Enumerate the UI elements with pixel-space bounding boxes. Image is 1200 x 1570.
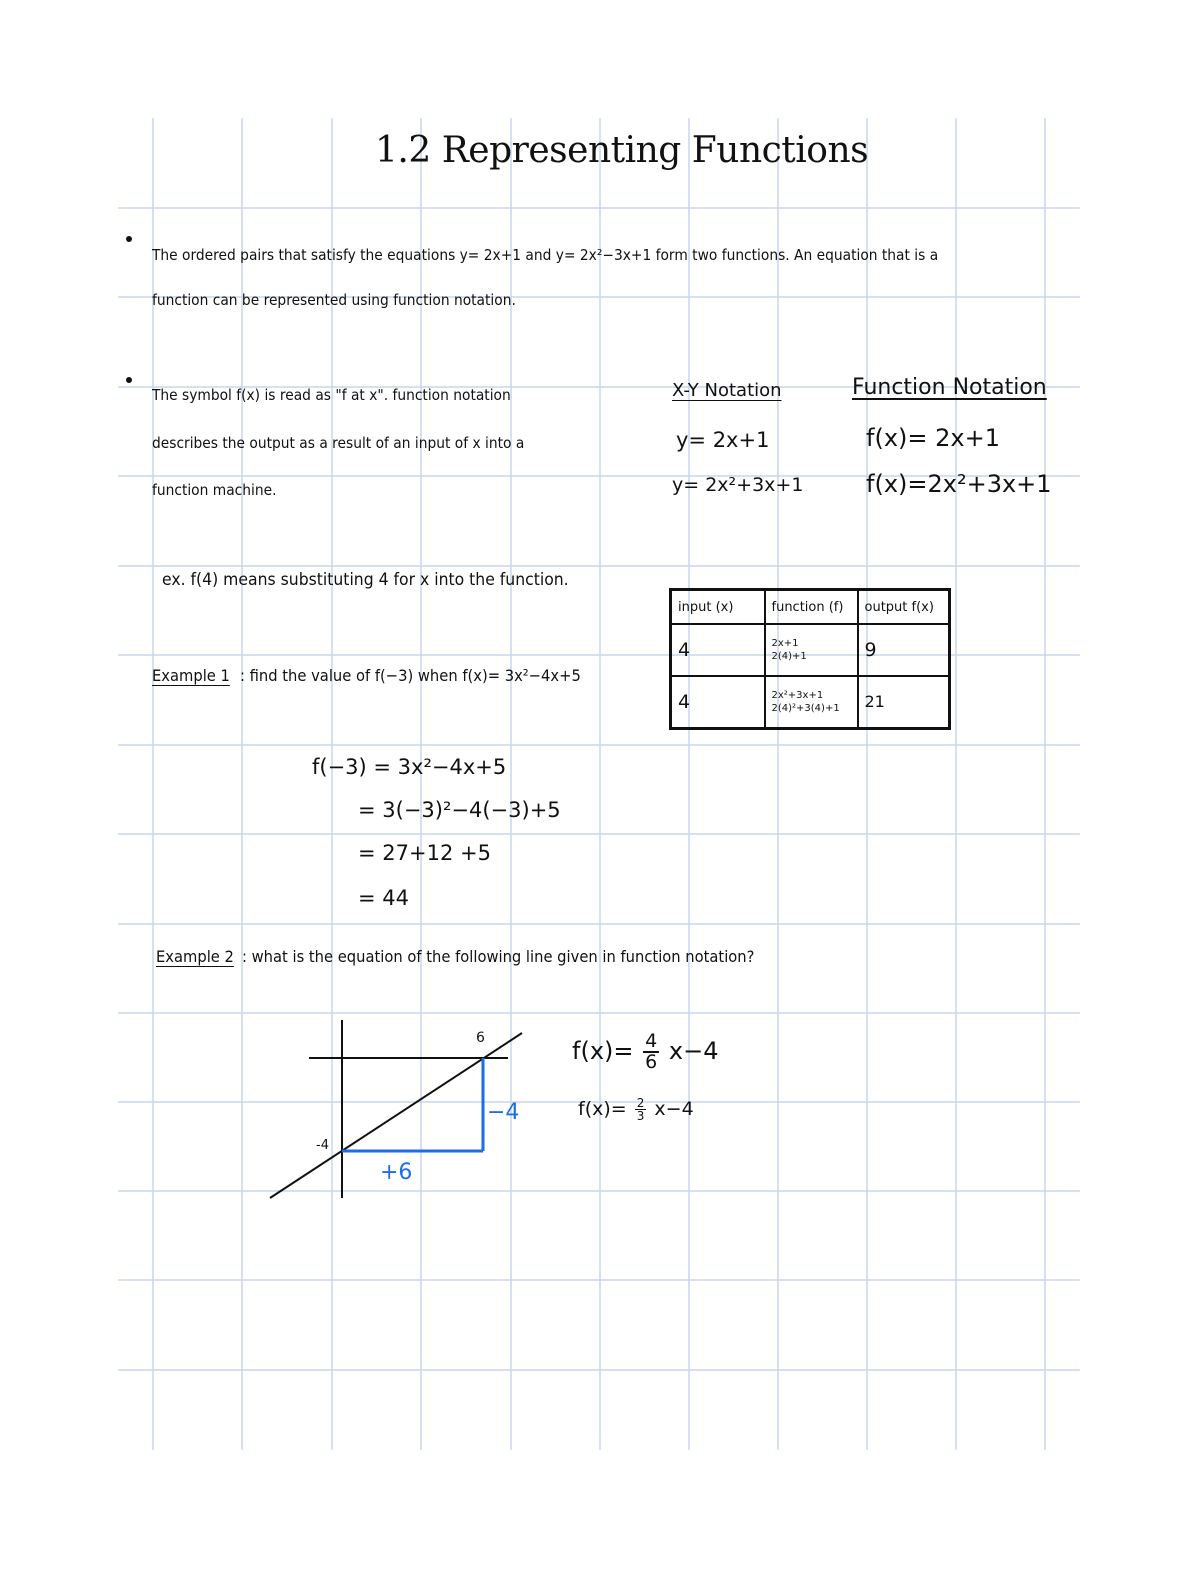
example2-label: Example 2 [156, 947, 234, 966]
example1-step: = 3(−3)²−4(−3)+5 [358, 798, 561, 822]
y-intercept-label: -4 [316, 1138, 329, 1153]
example1-step: = 27+12 +5 [358, 841, 491, 865]
fn-expression: 2x²+3x+1 [771, 689, 824, 701]
example1-prompt: : find the value of f(−3) when f(x)= 3x²−4x+5 [240, 666, 581, 685]
fn-row-1: f(x)= 2x+1 [866, 424, 1000, 452]
xy-notation-header: X-Y Notation [672, 380, 782, 401]
fn-expression: 2x+1 [771, 638, 799, 650]
xy-row-2: y= 2x²+3x+1 [672, 474, 804, 496]
page-title: 1.2 Representing Functions [375, 130, 869, 171]
example-note: ex. f(4) means substituting 4 for x into the function. [162, 570, 569, 590]
bullet2-line1: The symbol f(x) is read as "f at x". function notation [152, 386, 511, 404]
example1-label: Example 1 [152, 666, 230, 685]
top-point-label: 6 [476, 1030, 485, 1046]
bullet1-line1: The ordered pairs that satisfy the equations y= 2x+1 and y= 2x²−3x+1 form two functions. An equation that is a [152, 246, 939, 264]
answer2-denominator: 3 [636, 1109, 645, 1123]
answer1-suffix: x−4 [668, 1037, 719, 1065]
answer1-fraction [643, 1032, 659, 1072]
table-header: function (f) [765, 590, 858, 625]
table-header: output f(x) [858, 590, 950, 625]
example1-step: f(−3) = 3x²−4x+5 [312, 755, 507, 779]
answer1-denominator: 6 [645, 1051, 658, 1073]
answer2-numerator: 2 [636, 1096, 645, 1110]
answer2-fraction [635, 1097, 647, 1122]
table-cell-input: 4 [671, 624, 765, 676]
fn-substitution: 2(4)²+3(4)+1 [771, 702, 840, 714]
answer1-prefix: f(x)= [572, 1037, 634, 1065]
bullet1-line2: function can be represented using function notation. [152, 291, 516, 309]
bullet2-line2: describes the output as a result of an input of x into a [152, 434, 525, 452]
answer-1 [572, 1032, 718, 1072]
function-notation-header: Function Notation [852, 375, 1047, 400]
table-cell-output: 9 [858, 624, 950, 676]
bullet2-line3: function machine. [152, 481, 277, 499]
rise-label: −4 [487, 1100, 520, 1125]
answer-2 [578, 1097, 694, 1122]
xy-row-1: y= 2x+1 [676, 428, 770, 452]
answer1-numerator: 4 [645, 1030, 658, 1052]
table-cell-input: 4 [671, 676, 765, 729]
table-cell-output: 21 [858, 676, 950, 729]
table-header: input (x) [671, 590, 765, 625]
fn-row-2: f(x)=2x²+3x+1 [866, 470, 1052, 498]
answer2-suffix: x−4 [654, 1098, 694, 1120]
answer2-prefix: f(x)= [578, 1098, 627, 1120]
fn-substitution: 2(4)+1 [771, 651, 807, 663]
example2-prompt: : what is the equation of the following line given in function notation? [242, 947, 755, 966]
run-label: +6 [380, 1160, 413, 1185]
example1-step: = 44 [358, 886, 409, 910]
